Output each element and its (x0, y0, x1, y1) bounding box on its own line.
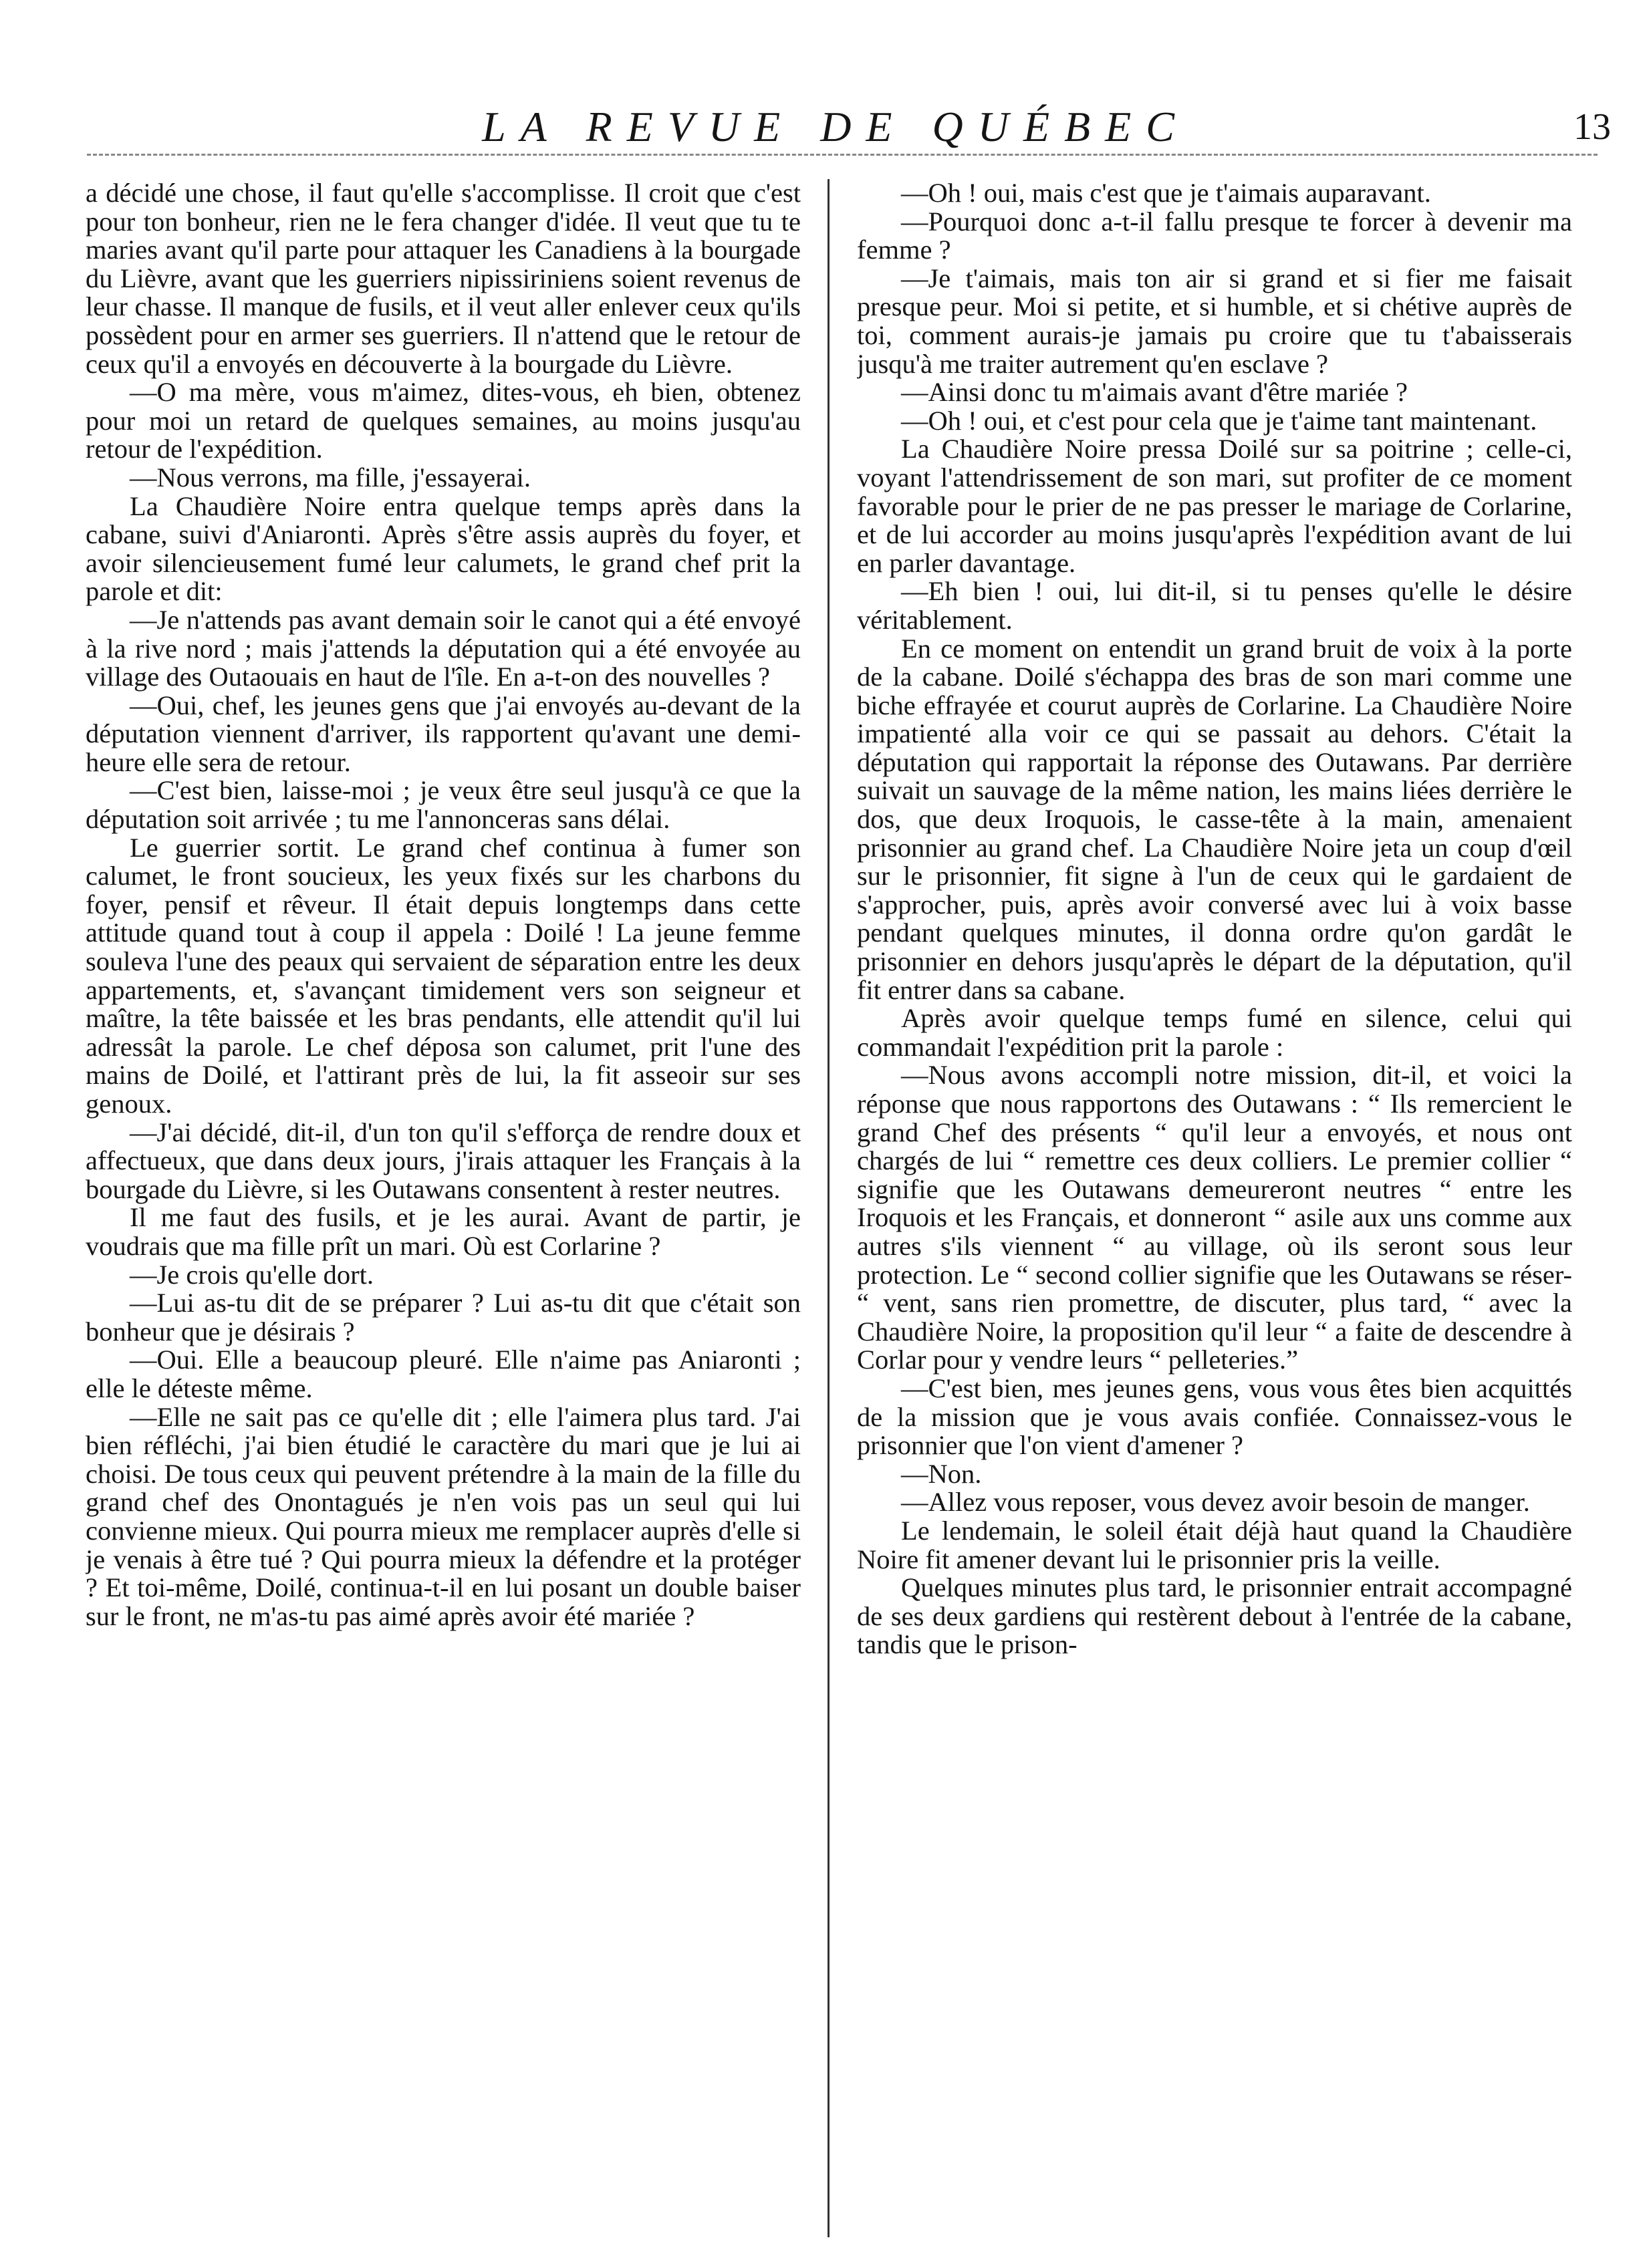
running-head (0, 100, 1651, 154)
paragraph: —Elle ne sait pas ce qu'elle dit ; elle l'aimera plus tard. J'ai bien réfléchi, j'ai bien étudié le caractère du mari que je lui ai choisi. De tous ceux qui peuvent prétendre à la main de la fille du grand chef des Onontagués je n'en vois pas un seul qui lui convienne mieux. Qui pourra mieux me remplacer auprès d'elle si je venais à être tué ? Qui pourra mieux la défendre et la protéger ? Et toi-même, Doilé, continua-t-il en lui posant un double baiser sur le front, ne m'as-tu pas aimé après avoir été mariée ? (86, 1401, 801, 1631)
right-column (857, 179, 1572, 2251)
paragraph: a décidé une chose, il faut qu'elle s'accomplisse. Il croit que c'est pour ton bonheur, rien ne le fera changer d'idée. Il veut que tu te maries avant qu'il parte pour attaquer les Canadiens à la bourgade du Lièvre, avant que les guerriers nipissiriniens soient revenus de leur chasse. Il manque de fusils, et il veut aller enlever ceux qu'ils possèdent pour en armer ses guerriers. Il n'attend que le retour de ceux qu'il a envoyés en découverte à la bourgade du Lièvre. (86, 179, 801, 379)
paragraph: —Nous avons accompli notre mission, dit-il, et voici la réponse que nous rapportons des Outawans : “ Ils remercient le grand Chef des présents “ qu'il leur a envoyés, et nous ont chargés de lui “ remettre ces deux colliers. Le premier collier “ signifie que les Outawans demeureront neutres “ entre les Iroquois et les Français, et donneront “ asile aux uns comme aux autres s'ils viennent “ au village, où ils seront sous leur protection. Le “ second collier signifie que les Outawans se réser- “ vent, sans rien promettre, de discuter, plus tard, “ avec la Chaudière Noire, la proposition qu'il leur “ a faite de descendre à Corlar pour y vendre leurs “ pelleteries.” (857, 1060, 1572, 1375)
paragraph: —Oui, chef, les jeunes gens que j'ai envoyés au-devant de la députation viennent d'arriver, ils rapportent qu'avant une demi-heure elle sera de retour. (86, 690, 801, 777)
paragraph: —Nous verrons, ma fille, j'essayerai. (130, 462, 531, 492)
paragraph: Il me faut des fusils, et je les aurai. Avant de partir, je voudrais que ma fille prît un mari. Où est Corlarine ? (86, 1202, 801, 1261)
paragraph: La Chaudière Noire pressa Doilé sur sa poitrine ; celle-ci, voyant l'attendrissement de son mari, sut profiter de ce moment favorable pour le prier de ne pas presser le mariage de Corlarine, et de lui accorder au moins jusqu'après l'expédition avant de lui en parler davantage. (857, 434, 1572, 578)
paragraph: Quelques minutes plus tard, le prisonnier entrait accompagné de ses deux gardiens qui restèrent debout à l'entrée de la cabane, tandis que le prison- (857, 1572, 1572, 1660)
running-title: LA REVUE DE QUÉBEC (482, 103, 1189, 150)
paragraph: Le guerrier sortit. Le grand chef continua à fumer son calumet, le front soucieux, les yeux fixés sur les charbons du foyer, pensif et rêveur. Il était depuis longtemps dans cette attitude quand tout à coup il appela : Doilé ! La jeune femme souleva l'une des peaux qui servaient de séparation entre les deux appartements, et, s'avançant timidement vers son seigneur et maître, la tête baissée et les bras pendants, elle attendit qu'il lui adressât la parole. Le chef déposa son calumet, prit l'une des mains de Doilé, et l'attirant près de lui, la fit asseoir sur ses genoux. (86, 832, 801, 1119)
paragraph: —J'ai décidé, dit-il, d'un ton qu'il s'efforça de rendre doux et affectueux, que dans deux jours, j'irais attaquer les Français à la bourgade du Lièvre, si les Outawans consentent à rester neutres. (86, 1117, 801, 1204)
paragraph: —Je crois qu'elle dort. (130, 1259, 374, 1290)
paragraph: —Lui as-tu dit de se préparer ? Lui as-tu dit que c'était son bonheur que je désirais ? (86, 1288, 801, 1346)
paragraph: —C'est bien, mes jeunes gens, vous vous êtes bien acquittés de la mission que je vous avais confiée. Connaissez-vous le prisonnier que l'on vient d'amener ? (857, 1373, 1572, 1461)
paragraph: —Non. (901, 1458, 982, 1489)
paragraph: —Oh ! oui, et c'est pour cela que je t'aime tant maintenant. (901, 405, 1537, 436)
page-number: 13 (1573, 106, 1611, 148)
paragraph: —Eh bien ! oui, lui dit-il, si tu penses qu'elle le désire véritablement. (857, 576, 1572, 635)
paragraph: La Chaudière Noire entra quelque temps après dans la cabane, suivi d'Aniaronti. Après s'être assis auprès du foyer, et avoir silencieusement fumé leur calumets, le grand chef prit la parole et dit: (86, 490, 801, 607)
paragraph: —Je t'aimais, mais ton air si grand et si fier me faisait presque peur. Moi si petite, et si humble, et si chétive auprès de toi, comment aurais-je jamais pu croire que tu t'abaisserais jusqu'à me traiter autrement qu'en esclave ? (857, 263, 1572, 379)
paragraph: —Ainsi donc tu m'aimais avant d'être mariée ? (901, 377, 1408, 408)
left-column (86, 179, 801, 2251)
paragraph: Le lendemain, le soleil était déjà haut quand la Chaudière Noire fit amener devant lui le prisonnier pris la veille. (857, 1515, 1572, 1574)
paragraph: —C'est bien, laisse-moi ; je veux être seul jusqu'à ce que la députation soit arrivée ; tu me l'annonceras sans délai. (86, 775, 801, 835)
paragraph: —Allez vous reposer, vous devez avoir besoin de manger. (901, 1487, 1530, 1518)
header-rule (87, 154, 1598, 156)
column-divider (828, 179, 830, 2237)
paragraph: —O ma mère, vous m'aimez, dites-vous, eh bien, obtenez pour moi un retard de quelques semaines, au moins jusqu'au retour de l'expédition. (86, 377, 801, 464)
paragraph: —Pourquoi donc a-t-il fallu presque te forcer à devenir ma femme ? (857, 206, 1572, 265)
paragraph: En ce moment on entendit un grand bruit de voix à la porte de la cabane. Doilé s'échappa des bras de son mari comme une biche effrayée et courut auprès de Corlarine. La Chaudière Noire impatienté alla voir ce qui se passait au dehors. C'était la députation qui rapportait la réponse des Outawans. Par derrière suivait un sauvage de la même nation, les mains liées derrière le dos, que deux Iroquois, le casse-tête à la main, amenaient prisonnier au grand chef. La Chaudière Noire jeta un coup d'œil sur le prisonnier, fit signe à l'un de ceux qui le gardaient de s'approcher, puis, après avoir conversé avec lui à voix basse pendant quelques minutes, il donna ordre qu'on gardât le prisonnier en dehors jusqu'après le départ de la députation, qu'il fit entrer dans sa cabane. (857, 633, 1572, 1005)
paragraph: —Oh ! oui, mais c'est que je t'aimais auparavant. (901, 179, 1431, 208)
paragraph: Après avoir quelque temps fumé en silence, celui qui commandait l'expédition prit la parole : (857, 1003, 1572, 1062)
paragraph: —Oui. Elle a beaucoup pleuré. Elle n'aime pas Aniaronti ; elle le déteste même. (86, 1344, 801, 1403)
paragraph: —Je n'attends pas avant demain soir le canot qui a été envoyé à la rive nord ; mais j'attends la députation qui a été envoyée au village des Outaouais en haut de l'île. En a-t-on des nouvelles ? (86, 604, 801, 692)
